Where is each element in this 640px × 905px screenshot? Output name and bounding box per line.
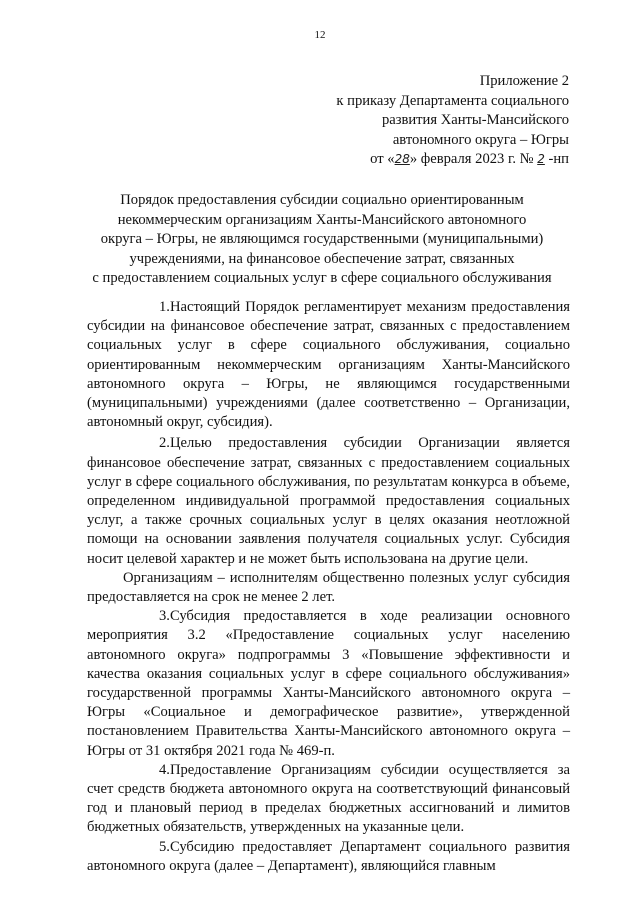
appendix-department: развития Ханты-Мансийского [381, 112, 569, 128]
paragraph-1 [87, 298, 570, 432]
title-line: некоммерческим организациям Ханты-Мансийского автономного [117, 211, 527, 228]
document-body [87, 298, 570, 876]
appendix-header [336, 72, 569, 170]
title-line: с предоставлением социальных услуг в сфере социального обслуживания [92, 270, 552, 286]
date-middle: » февраля 2023 г. № [409, 151, 538, 167]
title-line: Порядок предоставления субсидии социально ориентированным [120, 192, 524, 208]
appendix-region: автономного округа – Югры [392, 131, 569, 148]
appendix-title: Приложение 2 [479, 73, 569, 89]
appendix-date-line [336, 150, 569, 170]
paragraph-text: Организациям – исполнителям общественно полезных услуг субсидия предоставляется на срок не менее 2 лет. [87, 569, 570, 606]
document-title [72, 191, 572, 289]
handwritten-day: 28 [394, 152, 410, 166]
paragraph-text: Субсидию предоставляет Департамент социального развития автономного округа (далее – Департамент), являющийся главным [87, 838, 570, 874]
paragraph-number: 5. [159, 838, 170, 855]
title-line: округа – Югры, не являющимся государственными (муниципальными) [100, 231, 544, 247]
paragraph-4 [87, 761, 570, 838]
paragraph-text: Предоставление Организациям субсидии осуществляется за счет средств бюджета автономного округа на соответствующий финансовый год и плановый период в пределах бюджетных ассигнований и лимитов бюджетных обязательств, утвержденных на указанные цели. [87, 761, 570, 836]
paragraph-2-note [87, 569, 570, 607]
appendix-order-ref: к приказу Департамента социального [336, 92, 569, 109]
paragraph-number: 1. [159, 299, 170, 315]
paragraph-text: Субсидия предоставляется в ходе реализации основного мероприятия 3.2 «Предоставление социальных услуг населению автономного округа» подпрограммы 3 «Повышение эффективности и качества оказания социальных услуг в сфере социального обслуживания» государственной программы Ханты-Мансийского автономного округа – Югры «Социальное и демографическое развитие», утвержденной постановлением Правительства Ханты-Мансийского автономного округа – Югры от 31 октября 2021 года № 469-п. [87, 608, 570, 759]
paragraph-number: 2. [159, 435, 170, 452]
paragraph-2 [87, 434, 570, 568]
paragraph-number: 4. [159, 761, 170, 778]
page-number: 12 [314, 29, 326, 41]
date-prefix: от « [370, 151, 395, 167]
paragraph-number: 3. [159, 608, 170, 625]
handwritten-order-number: 2 [537, 152, 545, 166]
paragraph-text: Настоящий Порядок регламентирует механизм предоставления субсидии на финансовое обеспечение затрат, связанных с предоставлением социальных услуг в сфере социального обслуживания, социально ориентированным некоммерческим организациям Ханты-Мансийского автономного округа – Югры, не являющимся государственными (муниципальными) учреждениями (далее соответственно – Организации, автономный округ, субсидия). [87, 299, 570, 431]
paragraph-text: Целью предоставления субсидии Организации является финансовое обеспечение затрат, связанных с предоставлением социальных услуг в сфере социального обслуживания, по результатам конкурса в объеме, определенном индивидуальной программой предоставления социальных услуг, а также срочных социальных услуг в целях оказания неотложной помощи на основании заявления получателя социальных услуг. Субсидия носит целевой характер и не может быть использована на другие цели. [87, 435, 570, 567]
paragraph-5 [87, 838, 570, 876]
date-suffix: -нп [544, 151, 569, 167]
title-line: учреждениями, на финансовое обеспечение затрат, связанных [129, 250, 515, 267]
paragraph-3 [87, 607, 570, 761]
